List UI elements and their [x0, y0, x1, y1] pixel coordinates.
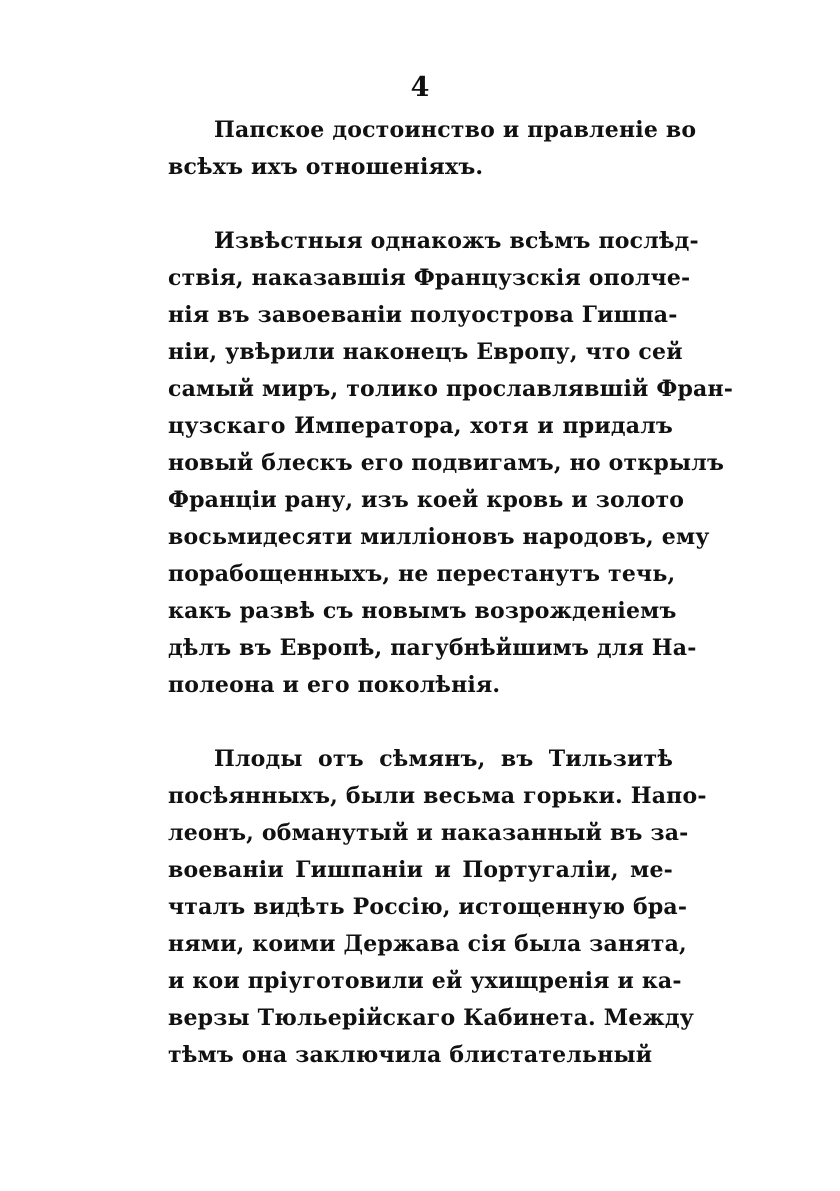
- text-line: и кои пріуготовили ей ухищренія и ка-: [168, 968, 682, 994]
- text-line: чталъ видѣть Россію, истощенную бра-: [168, 894, 688, 920]
- text-body: [168, 112, 734, 1074]
- text-line: ніи, увѣрили наконецъ Европу, что сей: [168, 339, 683, 365]
- text-line: восьмидесяти милліоновъ народовъ, ему: [168, 524, 710, 550]
- text-line: дѣлъ въ Европѣ, пагубнѣйшимъ для На-: [168, 635, 697, 661]
- paragraph: [168, 112, 697, 186]
- text-line: какъ развѣ съ новымъ возрожденіемъ: [168, 598, 677, 624]
- text-line: Франціи рану, изъ коей кровь и золото: [168, 487, 685, 513]
- text-line: верзы Тюльерійскаго Кабинета. Между: [168, 1005, 695, 1031]
- text-line: посѣянныхъ, были весьма горьки. Напо-: [168, 783, 707, 809]
- paragraph: [168, 223, 734, 704]
- text-line: воеваніи Гишпаніи и Португаліи, ме-: [168, 857, 673, 883]
- text-line: Папское достоинство и правленіе во: [214, 117, 697, 143]
- text-line: ствія, наказавшія Французскія ополче-: [168, 265, 691, 291]
- text-line: новый блескъ его подвигамъ, но открылъ: [168, 450, 725, 476]
- text-line: всѣхъ ихъ отношеніяхъ.: [168, 154, 484, 180]
- text-line: самый миръ, толико прославлявшій Фран-: [168, 376, 734, 402]
- text-line: Плоды отъ сѣмянъ, въ Тильзитѣ: [214, 746, 673, 772]
- text-line: леонъ, обманутый и наказанный въ за-: [168, 820, 689, 846]
- text-line: цузскаго Императора, хотя и придалъ: [168, 413, 673, 439]
- page-number: 4: [410, 72, 430, 103]
- text-line: порабощенныхъ, не перестанутъ течь,: [168, 561, 676, 587]
- text-line: тѣмъ она заключила блистательный: [168, 1042, 653, 1068]
- text-line: нія въ завоеваніи полуострова Гишпа-: [168, 302, 678, 328]
- text-line: Извѣстныя однакожъ всѣмъ послѣд-: [214, 228, 699, 254]
- paragraph: [168, 741, 707, 1074]
- text-line: полеона и его поколѣнія.: [168, 672, 501, 698]
- text-line: нями, коими Держава сія была занята,: [168, 931, 687, 957]
